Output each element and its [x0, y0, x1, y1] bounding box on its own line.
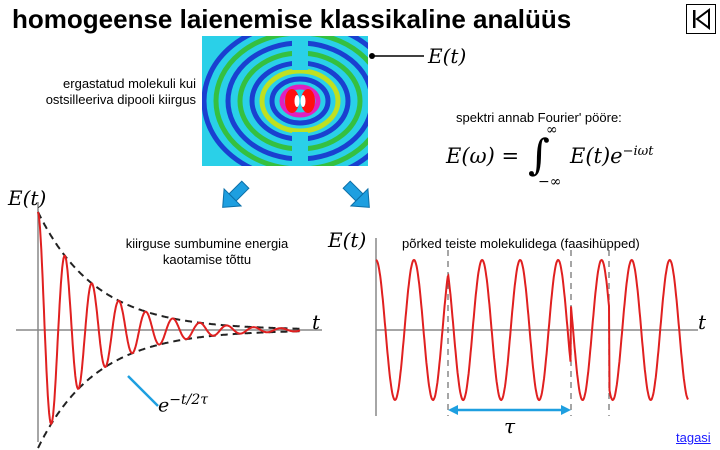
collision-ylabel: E(t) [328, 228, 367, 252]
arrow-down-right-icon [338, 176, 378, 216]
fourier-caption: spektri annab Fourier' pööre: [456, 110, 622, 125]
dipole-radiation-field [202, 36, 368, 166]
envelope-upper [38, 212, 300, 329]
back-link[interactable]: tagasi [676, 430, 711, 445]
envelope-pointer [128, 376, 158, 406]
collision-caption: põrked teiste molekulidega (faasihüpped) [402, 236, 640, 251]
collision-xlabel: t [698, 310, 707, 334]
molecule-caption: ergastatud molekuli kui ostsilleeriva dipooli kiirgus [45, 76, 196, 107]
fourier-formula: E(ω) = ∫ ∞ −∞ $E(t)e^{-i\omega t}$ [446, 122, 654, 190]
upper-limit: ∞ [546, 122, 558, 138]
damped-ylabel: E(t) [8, 186, 47, 210]
lower-limit: −∞ [538, 174, 562, 190]
nav-first-slide-button[interactable] [686, 4, 716, 34]
envelope-lower [38, 331, 300, 448]
field-label: E(t) [428, 44, 467, 68]
envelope-label: $e^{-t/2\tau}$ [158, 392, 208, 417]
damped-caption: kiirguse sumbumine energia kaotamise tõttu [125, 236, 289, 267]
damped-xlabel: t [312, 310, 321, 334]
back-to-start-icon [690, 8, 712, 30]
page-title: homogeense laienemise klassikaline analüüs [12, 4, 572, 34]
field-pointer-line [360, 46, 430, 66]
tau-label: τ [504, 414, 516, 438]
